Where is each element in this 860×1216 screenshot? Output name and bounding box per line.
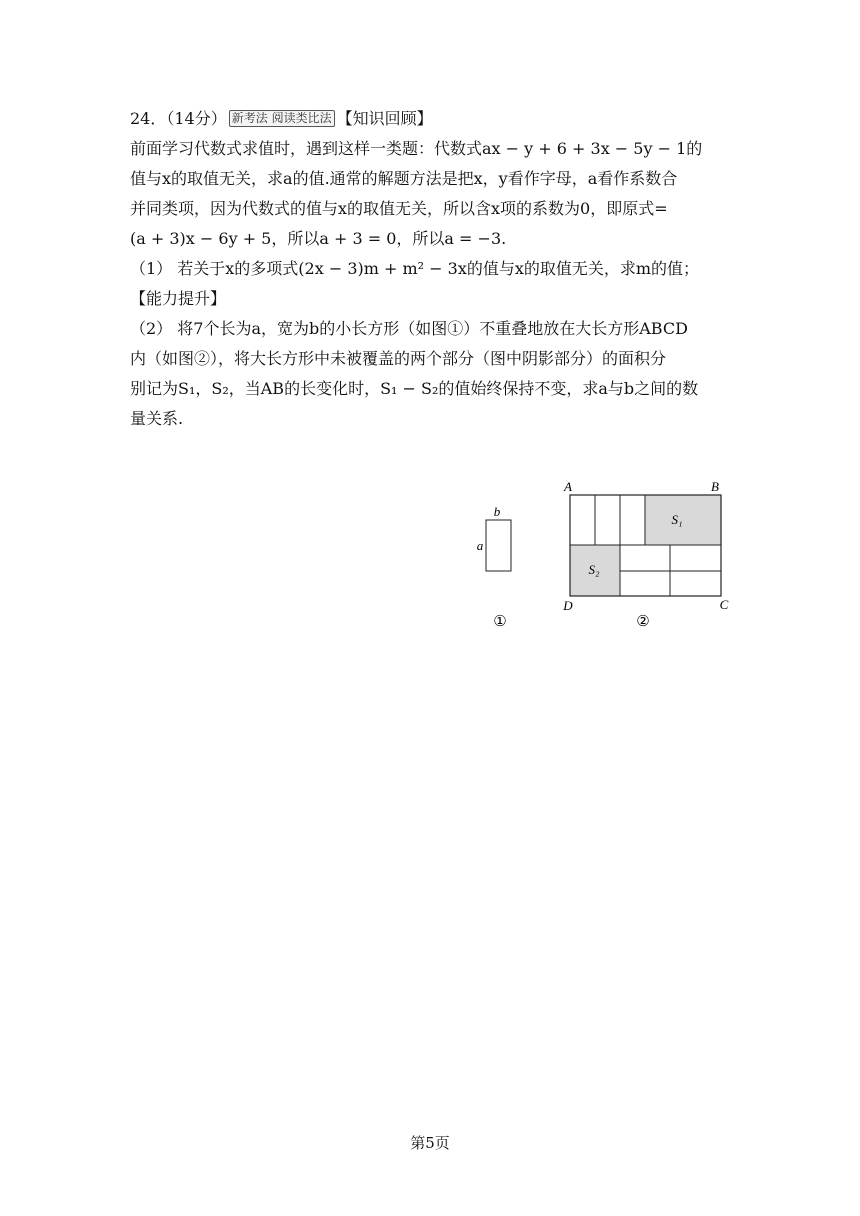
vertex-d: D [563,598,573,613]
small-rectangle [486,520,511,571]
figure-1-small-rectangle [477,504,511,630]
label-s2: S₂ [588,562,600,577]
sub-question-1: （1） 若关于x的多项式(2x − 3)m + m² − 3x的值与x的取值无关，求m的值； [130,259,700,278]
question-24 [130,104,730,434]
caption-fig2: ② [636,612,650,630]
question-number: 24． [130,109,167,128]
figure-2-big-rectangle [562,479,728,630]
section-knowledge-review: 【知识回顾】 [336,109,433,128]
text-line-1: 前面学习代数式求值时，遇到这样一类题：代数式ax − y + 6 + 3x − 5y − 1的 [130,139,703,158]
question-points: （14分） [166,109,227,128]
label-b: b [493,504,501,519]
label-a: a [476,538,484,553]
section-ability-boost: 【能力提升】 [130,289,227,308]
page-footer: 第5页 [410,1134,450,1152]
sub-question-2-line-1: （2） 将7个长为a，宽为b的小长方形（如图①）不重叠地放在大长方形ABCD [130,319,688,338]
method-tag: 新考法 阅读类比法 [229,110,335,127]
vertex-b: B [711,479,719,494]
caption-fig1: ① [493,612,507,630]
sub-question-2-line-3: 别记为S₁，S₂，当AB的长变化时，S₁ − S₂的值始终保持不变，求a与b之间的数 [130,379,699,398]
sub-question-2-line-2: 内（如图②），将大长方形中未被覆盖的两个部分（图中阴影部分）的面积分 [130,349,667,368]
shaded-region-s1 [645,495,721,545]
text-line-2: 值与x的取值无关，求a的值.通常的解题方法是把x，y看作字母，a看作系数合 [130,169,678,188]
vertex-a: A [564,479,572,494]
label-s1: S₁ [671,512,683,527]
text-line-3: 并同类项，因为代数式的值与x的取值无关，所以含x项的系数为0，即原式= [130,199,668,218]
question-header [130,104,730,134]
text-line-4: (a + 3)x − 6y + 5，所以a + 3 = 0，所以a = −3. [130,229,507,248]
sub-question-2-line-4: 量关系. [130,409,184,428]
geometry-figure [470,478,740,638]
vertex-c: C [719,597,729,612]
